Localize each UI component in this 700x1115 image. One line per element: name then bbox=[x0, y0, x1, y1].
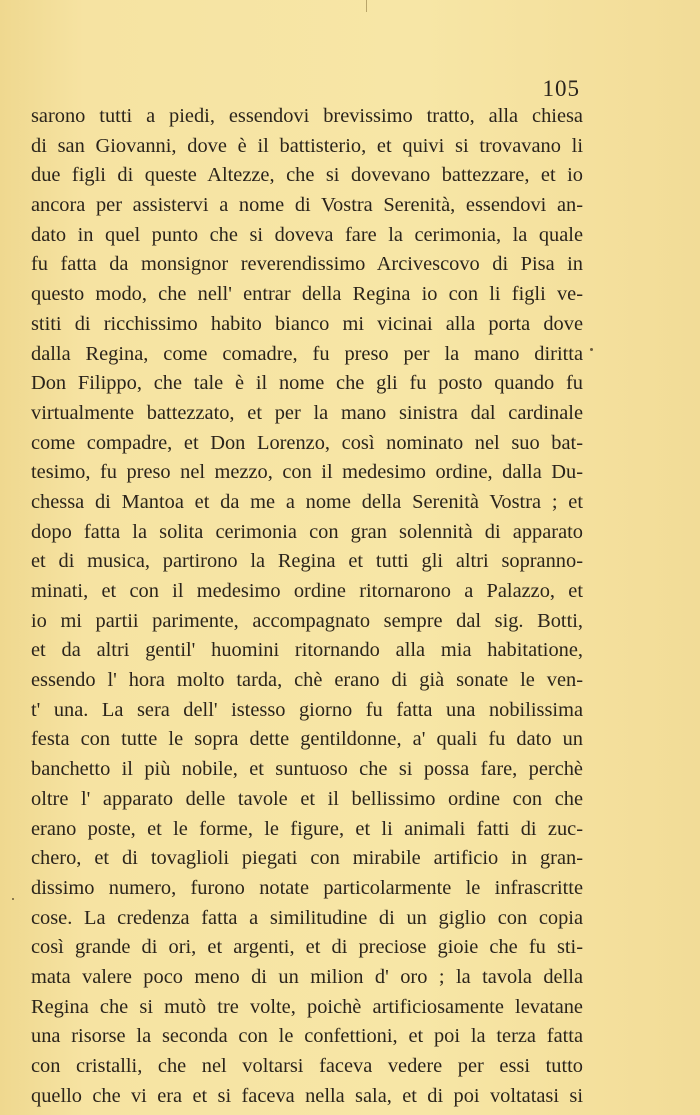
text-line: io mi partii parimente, accompagnato sempre dal sig. Botti, bbox=[31, 609, 583, 632]
text-line: così grande di ori, et argenti, et di preciose gioie che fu sti- bbox=[31, 936, 583, 959]
text-line: dato in quel punto che si doveva fare la cerimonia, la quale bbox=[31, 223, 583, 246]
page-number: 105 bbox=[542, 76, 580, 101]
text-line: dopo fatta la solita cerimonia con gran solennità di apparato bbox=[31, 520, 583, 543]
text-line: cose. La credenza fatta a similitudine di un giglio con copia bbox=[31, 906, 583, 929]
text-line: et da altri gentil' huomini ritornando alla mia habitatione, bbox=[31, 639, 583, 662]
paper-speck bbox=[590, 348, 593, 351]
body-text bbox=[31, 102, 583, 1111]
text-line: et di musica, partirono la Regina et tutti gli altri sopranno- bbox=[31, 550, 583, 573]
text-line: quello che vi era et si faceva nella sala, et di poi voltatasi si bbox=[31, 1084, 583, 1107]
text-line: essendo l' hora molto tarda, chè erano di già sonate le ven- bbox=[31, 669, 583, 692]
text-line: festa con tutte le sopra dette gentildonne, a' quali fu dato un bbox=[31, 728, 583, 751]
text-line: Don Filippo, che tale è il nome che gli fu posto quando fu bbox=[31, 372, 583, 395]
text-line: di san Giovanni, dove è il battisterio, et quivi si trovavano li bbox=[31, 134, 583, 157]
text-line: stiti di ricchissimo habito bianco mi vicinai alla porta dove bbox=[31, 312, 583, 335]
paper-speck bbox=[12, 898, 14, 900]
text-line: ancora per assistervi a nome di Vostra Serenità, essendovi an- bbox=[31, 194, 583, 217]
text-line: mata valere poco meno di un milion d' oro ; la tavola della bbox=[31, 965, 583, 988]
text-line: banchetto il più nobile, et suntuoso che si possa fare, perchè bbox=[31, 758, 583, 781]
text-line: Regina che si mutò tre volte, poichè artificiosamente levatane bbox=[31, 995, 583, 1018]
text-line: chessa di Mantoa et da me a nome della Serenità Vostra ; et bbox=[31, 490, 583, 513]
text-line: dissimo numero, furono notate particolarmente le infrascritte bbox=[31, 876, 583, 899]
text-line: oltre l' apparato delle tavole et il bellissimo ordine con che bbox=[31, 787, 583, 810]
text-line: dalla Regina, come comadre, fu preso per la mano diritta bbox=[31, 342, 583, 365]
text-line: t' una. La sera dell' istesso giorno fu fatta una nobilissima bbox=[31, 698, 583, 721]
text-line: erano poste, et le forme, le figure, et li animali fatti di zuc- bbox=[31, 817, 583, 840]
text-line: una risorse la seconda con le confettioni, et poi la terza fatta bbox=[31, 1025, 583, 1048]
text-line: tesimo, fu preso nel mezzo, con il medesimo ordine, dalla Du- bbox=[31, 461, 583, 484]
text-line: sarono tutti a piedi, essendovi brevissimo tratto, alla chiesa bbox=[31, 105, 583, 127]
text-line: questo modo, che nell' entrar della Regina io con li figli ve- bbox=[31, 283, 583, 306]
text-line: virtualmente battezzato, et per la mano sinistra dal cardinale bbox=[31, 401, 583, 424]
text-line: come compadre, et Don Lorenzo, così nominato nel suo bat- bbox=[31, 431, 583, 454]
text-line: due figli di queste Altezze, che si dovevano battezzare, et io bbox=[31, 164, 583, 187]
text-line: chero, et di tovaglioli piegati con mirabile artificio in gran- bbox=[31, 847, 583, 870]
text-line: fu fatta da monsignor reverendissimo Arcivescovo di Pisa in bbox=[31, 253, 583, 276]
text-line: con cristalli, che nel voltarsi faceva vedere per essi tutto bbox=[31, 1055, 583, 1077]
text-line: minati, et con il medesimo ordine ritornarono a Palazzo, et bbox=[31, 580, 583, 602]
binding-mark bbox=[366, 0, 367, 12]
